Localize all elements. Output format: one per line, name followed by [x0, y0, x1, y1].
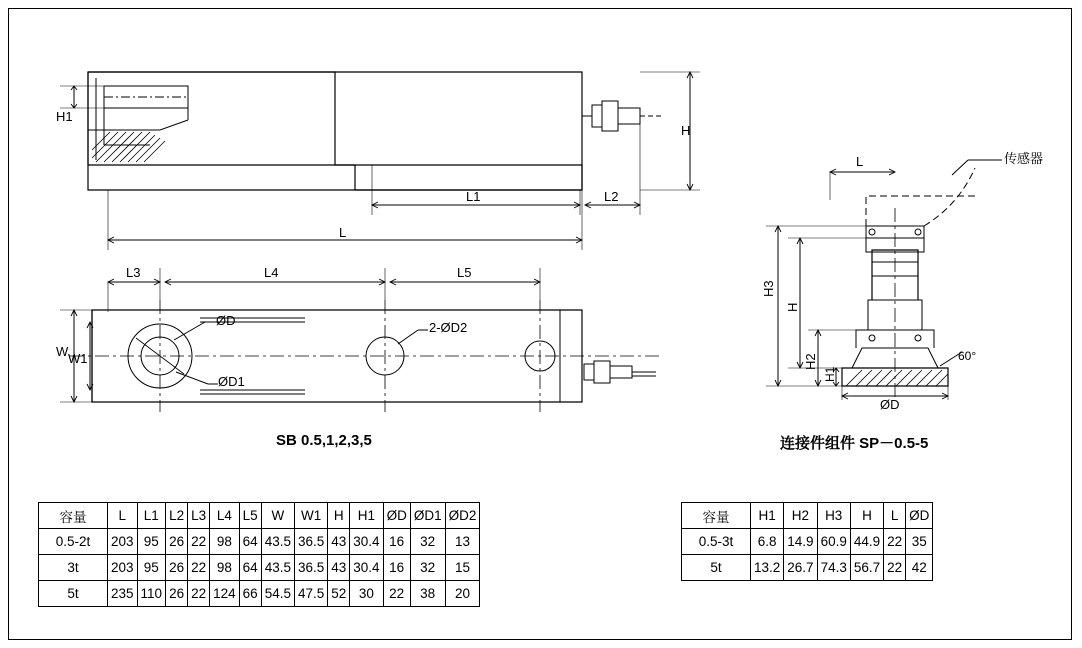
column-header-5: L4: [210, 503, 240, 529]
value-cell: 43: [328, 529, 350, 555]
capacity-cell: 5t: [39, 581, 108, 607]
table-row: [39, 555, 480, 581]
column-header-2: H2: [784, 503, 817, 529]
value-cell: 43: [328, 555, 350, 581]
value-cell: 30.4: [350, 529, 383, 555]
label-h1-right: H1: [823, 366, 837, 382]
label-l5: L5: [457, 265, 472, 280]
table-row: [682, 555, 933, 581]
caption-right-figure: 连接件组件 SP－0.5-5: [780, 435, 929, 452]
table-row: [682, 529, 933, 555]
value-cell: 64: [239, 529, 261, 555]
column-header-3: H3: [817, 503, 850, 529]
value-cell: 98: [210, 555, 240, 581]
value-cell: 56.7: [850, 555, 883, 581]
label-h1-side: H1: [56, 109, 73, 124]
label-od-right: ØD: [880, 397, 900, 412]
value-cell: 16: [383, 529, 410, 555]
value-cell: 26: [166, 581, 188, 607]
value-cell: 64: [239, 555, 261, 581]
label-od1: ØD1: [218, 374, 245, 389]
column-header-12: ØD1: [410, 503, 445, 529]
column-header-4: H: [850, 503, 883, 529]
capacity-cell: 0.5-2t: [39, 529, 108, 555]
label-sensor: 传感器: [1004, 151, 1044, 166]
column-header-1: H1: [751, 503, 784, 529]
label-l: L: [339, 225, 347, 240]
value-cell: 95: [137, 555, 166, 581]
column-header-4: L3: [188, 503, 210, 529]
column-header-13: ØD2: [445, 503, 480, 529]
value-cell: 20: [445, 581, 480, 607]
label-od: ØD: [216, 313, 236, 328]
column-header-1: L: [108, 503, 138, 529]
value-cell: 74.3: [817, 555, 850, 581]
capacity-cell: 5t: [682, 555, 751, 581]
value-cell: 203: [108, 529, 138, 555]
value-cell: 42: [906, 555, 933, 581]
value-cell: 52: [328, 581, 350, 607]
value-cell: 98: [210, 529, 240, 555]
label-w1: W1: [68, 351, 88, 366]
value-cell: 54.5: [261, 581, 294, 607]
label-l-right: L: [856, 154, 864, 169]
column-header-5: L: [884, 503, 906, 529]
capacity-cell: 0.5-3t: [682, 529, 751, 555]
value-cell: 16: [383, 555, 410, 581]
label-h-side: H: [681, 123, 691, 138]
value-cell: 22: [383, 581, 410, 607]
value-cell: 36.5: [294, 555, 327, 581]
value-cell: 6.8: [751, 529, 784, 555]
value-cell: 13: [445, 529, 480, 555]
value-cell: 32: [410, 555, 445, 581]
value-cell: 36.5: [294, 529, 327, 555]
label-l2: L2: [604, 189, 619, 204]
value-cell: 43.5: [261, 555, 294, 581]
value-cell: 60.9: [817, 529, 850, 555]
value-cell: 124: [210, 581, 240, 607]
value-cell: 235: [108, 581, 138, 607]
label-h-right: H: [785, 302, 800, 312]
value-cell: 30.4: [350, 555, 383, 581]
value-cell: 22: [884, 529, 906, 555]
value-cell: 95: [137, 529, 166, 555]
table-row: [39, 529, 480, 555]
column-header-0: 容量: [39, 503, 108, 529]
label-2-od2: 2-ØD2: [429, 320, 468, 335]
label-w: W: [56, 344, 69, 359]
value-cell: 32: [410, 529, 445, 555]
value-cell: 26: [166, 555, 188, 581]
column-header-0: 容量: [682, 503, 751, 529]
value-cell: 26.7: [784, 555, 817, 581]
label-h2: H2: [803, 353, 818, 370]
value-cell: 44.9: [850, 529, 883, 555]
value-cell: 22: [188, 581, 210, 607]
value-cell: 13.2: [751, 555, 784, 581]
table-header-row: [682, 503, 933, 529]
table-header-row: [39, 503, 480, 529]
value-cell: 43.5: [261, 529, 294, 555]
caption-left-figure: SB 0.5,1,2,3,5: [276, 432, 372, 449]
column-header-3: L2: [166, 503, 188, 529]
dimensions-table-right: [681, 502, 933, 581]
value-cell: 14.9: [784, 529, 817, 555]
dimensions-table-left: [38, 502, 480, 607]
value-cell: 15: [445, 555, 480, 581]
column-header-8: W1: [294, 503, 327, 529]
capacity-cell: 3t: [39, 555, 108, 581]
column-header-11: ØD: [383, 503, 410, 529]
label-h3: H3: [761, 280, 776, 297]
column-header-9: H: [328, 503, 350, 529]
label-l1: L1: [466, 189, 481, 204]
value-cell: 22: [188, 555, 210, 581]
value-cell: 66: [239, 581, 261, 607]
column-header-2: L1: [137, 503, 166, 529]
value-cell: 22: [188, 529, 210, 555]
value-cell: 203: [108, 555, 138, 581]
table-row: [39, 581, 480, 607]
column-header-6: L5: [239, 503, 261, 529]
column-header-7: W: [261, 503, 294, 529]
label-60-deg: 60°: [958, 349, 977, 363]
value-cell: 26: [166, 529, 188, 555]
value-cell: 38: [410, 581, 445, 607]
label-l3: L3: [126, 265, 141, 280]
value-cell: 35: [906, 529, 933, 555]
value-cell: 110: [137, 581, 166, 607]
value-cell: 47.5: [294, 581, 327, 607]
column-header-6: ØD: [906, 503, 933, 529]
label-l4: L4: [264, 265, 279, 280]
value-cell: 30: [350, 581, 383, 607]
value-cell: 22: [884, 555, 906, 581]
column-header-10: H1: [350, 503, 383, 529]
